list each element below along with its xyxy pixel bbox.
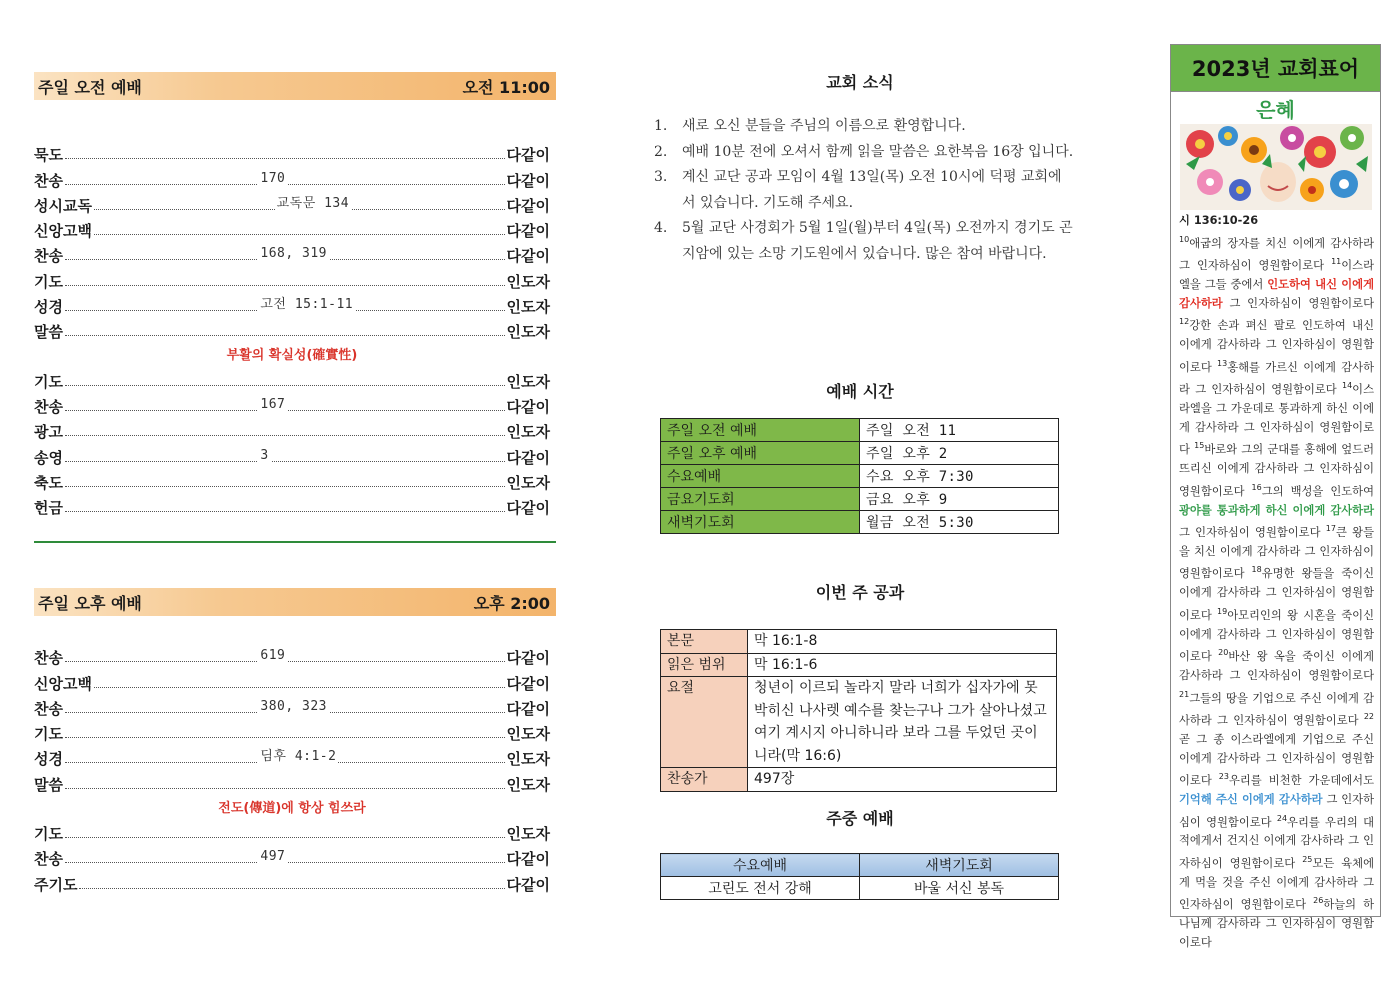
order-item [34,216,550,241]
morning-service-time: 오전 11:00 [462,77,550,97]
lesson-key: 읽은 범위 [661,653,748,677]
dot-leader [65,698,505,714]
highlight-green: 광야를 통과하게 하신 이에게 감사하라 [1179,503,1374,517]
order-item-label: 신앙고백 [34,222,92,241]
dot-leader [65,334,505,336]
order-item [34,694,550,719]
order-item [34,392,550,417]
news-item [654,114,1074,140]
order-item [34,869,550,894]
sermon-title: 부활의 확실성(確實性) [226,348,358,364]
lesson-key: 요절 [661,677,748,768]
lesson-row [661,677,1057,768]
order-item-label: 말씀 [34,775,63,794]
psalm-reference: 시 136:10-26 [1179,214,1259,227]
motto-header: 2023년 교회표어 [1171,45,1380,92]
dot-leader [65,434,505,436]
order-item [34,317,550,342]
news-item-text: 새로 오신 분들을 주님의 이름으로 환영합니다. [682,118,966,134]
order-item-leader: 다같이 [506,699,550,718]
dot-leader [65,736,505,738]
order-item-label: 헌금 [34,499,63,518]
order-item-leader: 인도자 [506,825,550,844]
lesson-value: 막 16:1-6 [748,653,1057,677]
dot-leader [65,849,505,865]
lesson-value: 497장 [748,768,1057,792]
service-time: 금요 오후 9 [860,488,1059,511]
afternoon-service-time: 오후 2:00 [473,593,550,613]
midweek-title: 주중 예배 [826,809,894,828]
order-item-label: 말씀 [34,323,63,342]
morning-order-of-service [34,140,550,518]
service-time: 주일 오전 11 [860,419,1059,442]
midweek-header-dawn: 새벽기도회 [860,854,1059,877]
motto-word: 은혜 [1256,98,1295,122]
order-item-label: 송영 [34,448,63,467]
news-item [654,165,1074,216]
order-item [34,292,550,317]
order-item-leader: 인도자 [506,272,550,291]
section-divider [34,541,556,543]
afternoon-order-of-service [34,643,550,895]
news-item-number: 1. [654,118,668,134]
order-item [34,719,550,744]
order-item-label: 기도 [34,725,63,744]
order-item-label: 기도 [34,272,63,291]
church-motto-panel [1170,44,1381,949]
order-item-leader: 다같이 [506,499,550,518]
order-item-leader: 인도자 [506,775,550,794]
dot-leader [79,887,504,889]
highlight-blue: 기억해 주신 이에게 감사하라 [1179,793,1323,807]
midweek-value-wednesday: 고린도 전서 강해 [661,877,860,900]
order-item-detail: 3 [260,447,269,463]
flower-illustration [1180,124,1372,210]
news-list [654,114,1074,267]
news-item [654,216,1074,267]
order-item-leader: 다같이 [506,247,550,266]
order-item-label: 기도 [34,372,63,391]
order-item [34,140,550,165]
order-item [34,468,550,493]
service-name: 새벽기도회 [661,511,860,534]
midweek-table [660,853,1059,900]
order-item-label: 기도 [34,825,63,844]
service-time-row [661,419,1059,442]
service-time-row [661,511,1059,534]
service-time-row [661,465,1059,488]
service-time-row [661,488,1059,511]
order-item-leader: 다같이 [506,222,550,241]
dot-leader [94,233,505,235]
service-time-row [661,442,1059,465]
lesson-key: 찬송가 [661,768,748,792]
order-item [34,241,550,266]
order-item-label: 찬송 [34,699,63,718]
lesson-table [660,629,1057,792]
dot-leader [65,297,505,313]
order-item-leader: 다같이 [506,649,550,668]
news-item-number: 4. [654,220,668,236]
order-item-detail: 170 [260,170,286,186]
lesson-title: 이번 주 공과 [815,583,905,602]
order-item-leader: 다같이 [506,171,550,190]
dot-leader [65,170,505,186]
news-item [654,140,1074,166]
order-item-leader: 인도자 [506,473,550,492]
order-item-leader: 다같이 [506,448,550,467]
news-item-number: 3. [654,169,668,185]
order-item-leader: 다같이 [506,850,550,869]
midweek-value-dawn: 바울 서신 봉독 [860,877,1059,900]
news-item-text: 5월 교단 사경회가 5월 1일(월)부터 4일(목) 오전까지 경기도 곤지암에 있는 소망 기도원에서 있습니다. 많은 참여 바랍니다. [682,220,1073,262]
lesson-row [661,653,1057,677]
order-item-leader: 다같이 [506,875,550,894]
dot-leader [65,510,505,512]
order-item-leader: 다같이 [506,397,550,416]
order-item-label: 성경 [34,750,63,769]
dot-leader [65,447,505,463]
news-item-text: 계신 교단 공과 모임이 4월 13일(목) 오전 10시에 덕평 교회에서 있습니다. 기도해 주세요. [682,169,1062,211]
order-item-leader: 인도자 [506,323,550,342]
service-name: 수요예배 [661,465,860,488]
order-item-detail: 619 [260,648,286,664]
service-times-table [660,418,1059,534]
dot-leader [65,485,505,487]
order-item-leader: 인도자 [506,750,550,769]
news-item-text: 예배 10분 전에 오셔서 함께 읽을 말씀은 요한복음 16장 입니다. [682,143,1074,160]
order-item-leader: 인도자 [506,423,550,442]
morning-service-header [34,72,556,100]
service-times-title: 예배 시간 [826,382,894,401]
order-item [34,191,550,216]
order-item-label: 찬송 [34,397,63,416]
order-item [34,366,550,391]
lesson-row [661,768,1057,792]
order-item-leader: 인도자 [506,725,550,744]
service-time: 월금 오전 5:30 [860,511,1059,534]
order-item-label: 찬송 [34,247,63,266]
highlight-red: 인도하여 내신 이에게 감사하라 [1179,277,1374,310]
news-title: 교회 소식 [826,73,894,92]
afternoon-service-title: 주일 오후 예배 [38,593,142,613]
lesson-row [661,630,1057,654]
service-name: 주일 오전 예배 [661,419,860,442]
order-item [34,442,550,467]
order-item-leader: 다같이 [506,146,550,165]
order-item [34,744,550,769]
order-item [34,417,550,442]
dot-leader [65,749,505,765]
order-item-label: 신앙고백 [34,674,92,693]
dot-leader [65,384,505,386]
psalm-text: 시 136:10-26 $^{10}$애굽의 장자를 치신 이에게 감사하라 그 인자하심이 영원함이로다 $^{11}$이스라엘을 그들 중에서 인도하여 내신 이에게 감사하라 그 인자하심이 영원함이로다 $^{12}$강한 손과 펴신 팔로 인도하여 내신 이에게 감사하라 그 인자하심이 영원함이로다 $^{13}$홍해를 가르신 이에게 감사하라 그 인자하심이 영원함이로다 $^{14}$이스라엘을 그 가운데로 통과하게 하신 이에게 감사하라 그 인자하심이 영원함이로다 $^{15}$바로와 그의 군대를 홍해에 엎드러뜨리신 이에게 감사하라 그 인자하심이 영원함이로다 $^{16}$그의 백성을 인도하여 광야를 통과하게 하신 이에게 감사하라 그 인자하심이 영원함이로다 $^{17}$큰 왕들을 치신 이에게 감사하라 그 인자하심이 영원함이로다 $^{18}$유명한 왕들을 죽이신 이에게 감사하라 그 인자하심이 영원함이로다 $^{19}$아모리인의 왕 시혼을 죽이신 이에게 감사하라 그 인자하심이 영원함이로다 $^{20}$바산 왕 옥을 죽이신 이에게 감사하라 그 인자하심이 영원함이로다 $^{21}$그들의 땅을 기업으로 주신 이에게 감사하라 그 인자하심이 영원함이로다 $^{22}$곧 그 종 이스라엘에게 기업으로 주신 이에게 감사하라 그 인자하심이 영원함이로다 $^{23}$우리를 비천한 가운데에서도 기억해 주신 이에게 감사하라 그 인자하심이 영원함이로다 $^{24}$우리를 우리의 대적에게서 건지신 이에게 감사하라 그 인자하심이 영원함이로다 $^{25}$모든 육체에게 먹을 것을 주신 이에게 감사하라 그 인자하심이 영원함이로다 $^{26}$하늘의 하나님께 감사하라 그 인자하심이 영원함이로다 [1179,214,1375,949]
order-item [34,819,550,844]
dot-leader [94,686,505,688]
order-item-label: 광고 [34,423,63,442]
dot-leader [65,284,505,286]
order-item-label: 주기도 [34,875,78,894]
order-item-detail: 497 [260,849,286,865]
dot-leader [65,157,505,159]
order-item-label: 성시교독 [34,196,92,215]
lesson-value: 막 16:1-8 [748,630,1057,654]
order-item-detail: 고전 15:1-11 [258,293,355,312]
order-item-detail: 380, 323 [260,698,327,714]
service-time: 수요 오후 7:30 [860,465,1059,488]
order-item-label: 성경 [34,298,63,317]
dot-leader [65,787,505,789]
lesson-key: 본문 [661,630,748,654]
service-name: 금요기도회 [661,488,860,511]
service-name: 주일 오후 예배 [661,442,860,465]
order-item-label: 묵도 [34,146,63,165]
dot-leader [65,396,505,412]
order-item [34,844,550,869]
order-item [34,165,550,190]
order-item-label: 찬송 [34,649,63,668]
order-item [34,643,550,668]
order-item-detail: 교독문 134 [275,192,351,211]
lesson-value: 청년이 이르되 놀라지 말라 너희가 십자가에 못 박히신 나사렛 예수를 찾는구나 그가 살아나셨고 여기 계시지 아니하니라 보라 그를 두었던 곳이니라(막 16:6) [748,677,1057,768]
order-item [34,266,550,291]
order-item [34,769,550,794]
order-item-detail: 168, 319 [260,246,327,262]
order-item-leader: 인도자 [506,298,550,317]
order-item [34,493,550,518]
sermon-title: 전도(傳道)에 항상 힘쓰라 [218,800,366,816]
order-item [34,668,550,693]
dot-leader [65,246,505,262]
order-item-detail: 167 [260,396,286,412]
order-item-leader: 인도자 [506,372,550,391]
news-item-number: 2. [654,143,668,160]
dot-leader [94,195,505,211]
order-item-label: 찬송 [34,171,63,190]
order-item-leader: 다같이 [506,196,550,215]
order-item-leader: 다같이 [506,674,550,693]
midweek-header-wednesday: 수요예배 [661,854,860,877]
morning-service-title: 주일 오전 예배 [38,77,142,97]
service-time: 주일 오후 2 [860,442,1059,465]
order-item-label: 축도 [34,473,63,492]
dot-leader [65,648,505,664]
dot-leader [65,836,505,838]
order-item-label: 찬송 [34,850,63,869]
order-item-detail: 딤후 4:1-2 [258,745,338,764]
afternoon-service-header [34,588,556,616]
